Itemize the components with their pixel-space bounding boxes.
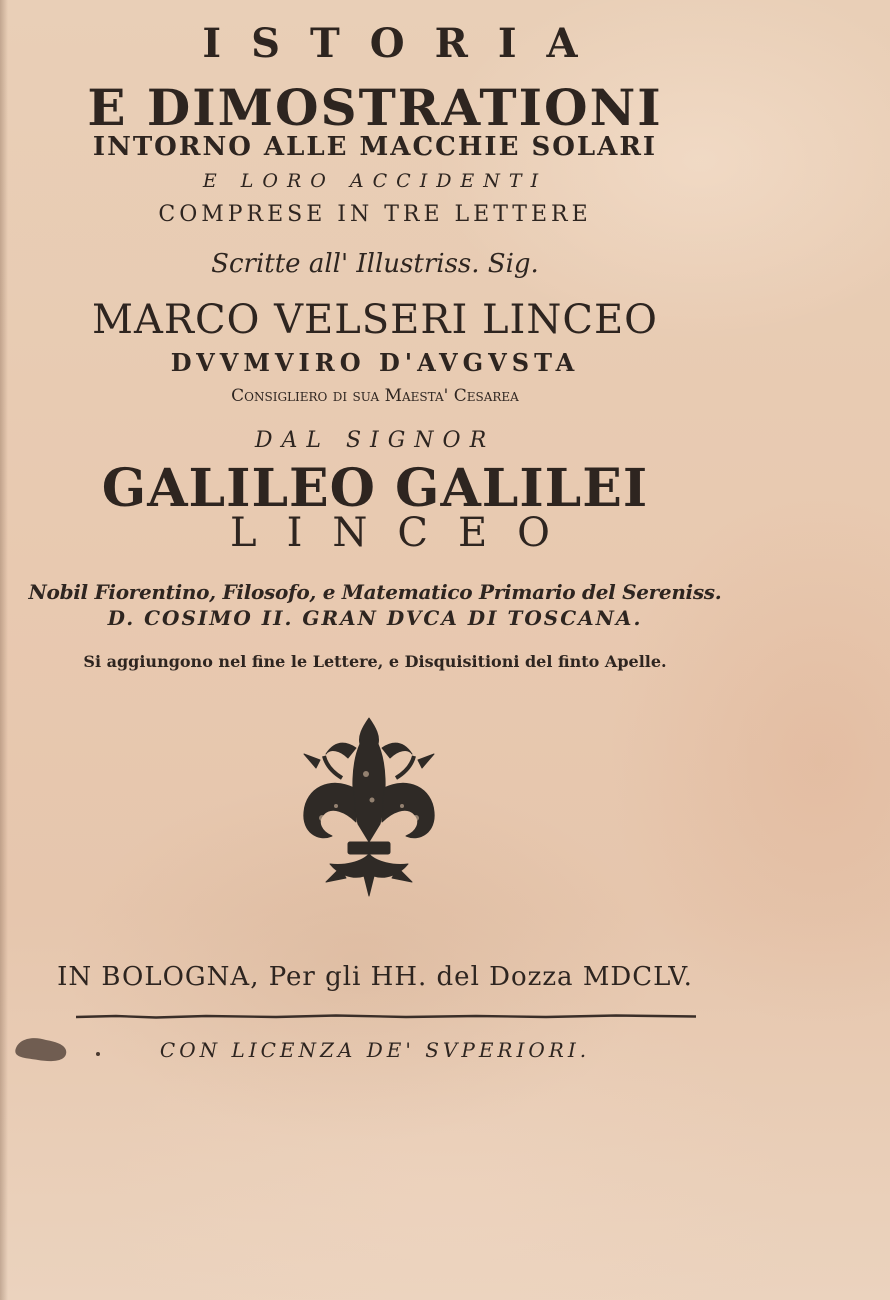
page-edge-shadow (0, 0, 8, 1300)
imprint-line: IN BOLOGNA, Per gli HH. del Dozza MDCLV. (57, 962, 693, 992)
dedicatee-name: MARCO VELSERI LINCEO (92, 297, 658, 343)
title-istoria: ISTORIA (202, 20, 608, 67)
appendix-note: Si aggiungono nel fine le Lettere, e Disquisitioni del finto Apelle. (83, 652, 667, 671)
author-name: GALILEO GALILEI (101, 458, 649, 519)
subtitle-accidenti: E LORO ACCIDENTI (202, 170, 548, 192)
subtitle-tre-lettere: COMPRESE IN TRE LETTERE (158, 202, 592, 227)
dedication-line: Scritte all' Illustriss. Sig. (211, 249, 539, 279)
patron-name: D. COSIMO II. GRAN DVCA DI TOSCANA. (107, 606, 643, 630)
license-line: CON LICENZA DE' SVPERIORI. (159, 1038, 591, 1062)
title-dimostrationi: E DIMOSTRATIONI (87, 78, 663, 137)
author-academy: LINCEO (230, 510, 580, 556)
author-description: Nobil Fiorentino, Filosofo, e Matematico Primario del Sereniss. (28, 580, 722, 604)
author-prefix: DAL SIGNOR (254, 428, 496, 453)
fleur-de-lis-icon (296, 714, 442, 904)
dedicatee-office: Consigliero di sua Maesta' Cesarea (231, 386, 519, 406)
dedicatee-title: DVVMVIRO D'AVGVSTA (170, 348, 580, 377)
subtitle-macchie-solari: INTORNO ALLE MACCHIE SOLARI (92, 132, 658, 162)
divider-rule (76, 1012, 696, 1020)
